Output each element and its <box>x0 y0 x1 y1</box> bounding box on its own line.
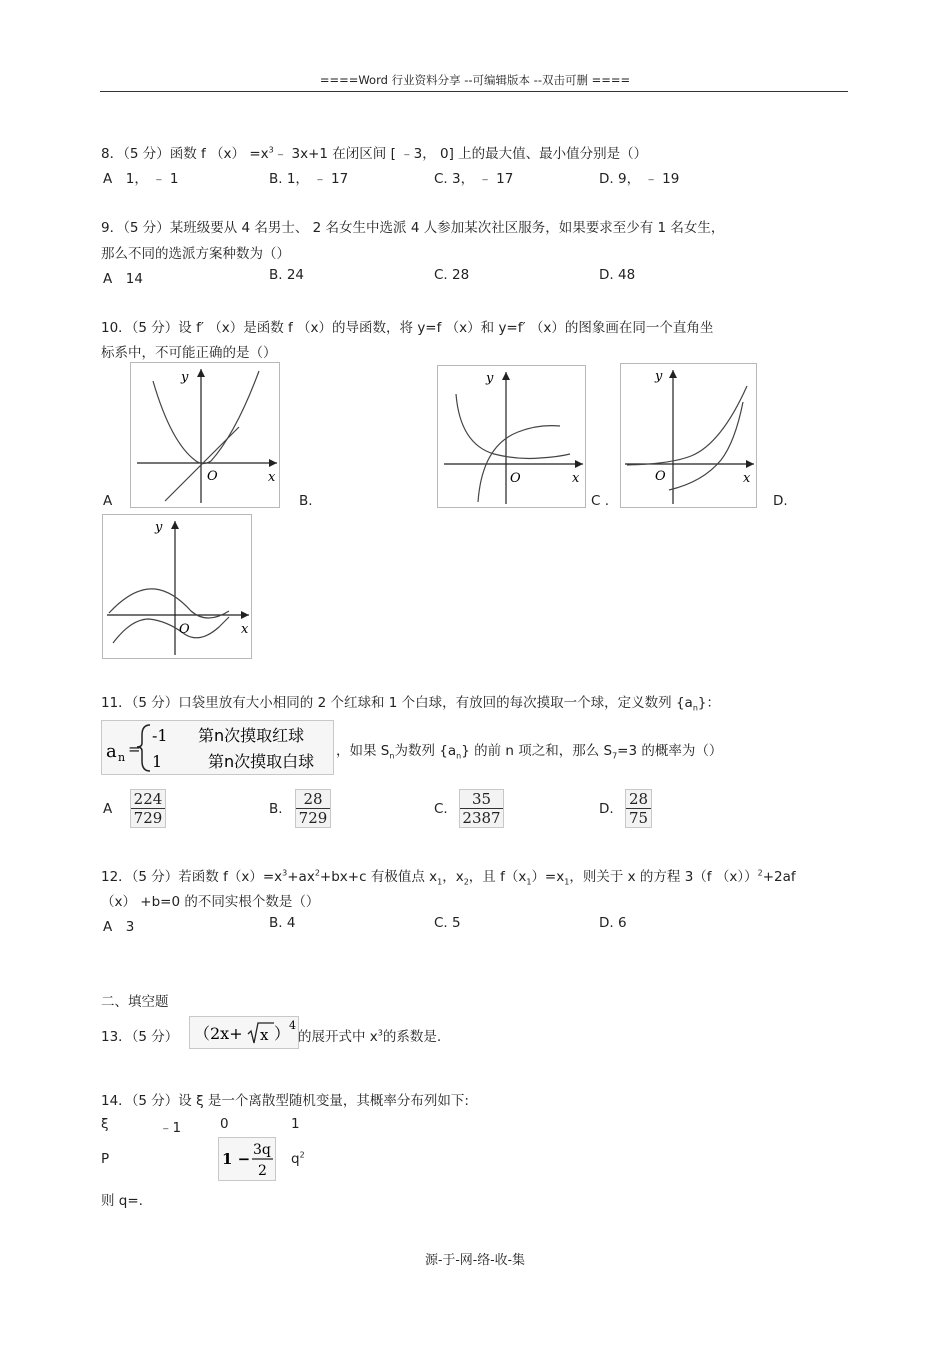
dist-row2-v3: $q^2$ <box>291 1150 305 1167</box>
q9-option-d: D. 48 <box>599 267 636 283</box>
page-header: ====Word 行业资料分享 --可编辑版本 --双击可删 ==== <box>319 73 631 87</box>
dist-row1-head: ξ <box>101 1116 109 1132</box>
prob-fraction-prefix: 1 − <box>222 1150 251 1168</box>
graph-label-a: A <box>103 493 113 509</box>
question-12-line-2: （x） +b=0 的不同实根个数是（） <box>101 894 320 910</box>
question-11-line-2: ，如果 $S_n$为数列 $\{a_n\}$ 的前 n 项之和，那么 $S_7=3$ 的概率为（） <box>336 743 723 761</box>
q9-option-b: B. 24 <box>269 267 305 283</box>
question-14-answer-line: 则 q=. <box>101 1193 143 1209</box>
binomial-power: 4 <box>289 1019 296 1032</box>
question-9-line-1: 9．（5 分）某班级要从 4 名男士、 2 名女生中选派 4 人参加某次社区服务，如果要求至少有 1 名女生， <box>101 220 725 236</box>
graph-a <box>130 362 280 508</box>
piece-lhs: a <box>106 741 117 762</box>
q11-option-d-label: D. <box>599 801 614 817</box>
question-9-line-2: 那么不同的选派方案种数为（） <box>101 246 290 262</box>
graph-d-y-label: y <box>155 520 163 535</box>
q11-option-b-fraction: $\frac{28}{729}$ <box>295 789 331 828</box>
graph-a-x-label: x <box>268 470 276 485</box>
binomial-sqrt-x: x <box>260 1026 269 1044</box>
graph-c-x-label: x <box>743 471 751 486</box>
dist-row2-head: P <box>101 1151 110 1167</box>
piece-row2-text: 第n次摸取白球 <box>208 752 315 771</box>
binomial-close: ） <box>274 1024 291 1043</box>
piece-lhs-eq: = <box>128 740 141 758</box>
dist-row1-v2: 0 <box>220 1116 229 1132</box>
question-10-line-2: 标系中，不可能正确的是（） <box>101 345 277 361</box>
graph-b-x-label: x <box>572 471 580 486</box>
q11-option-d-fraction: $\frac{28}{75}$ <box>625 789 652 828</box>
graph-c <box>620 363 757 508</box>
piece-lhs-sub: n <box>118 751 126 764</box>
dist-row1-v3: 1 <box>291 1116 300 1132</box>
binomial-open: （2x+ <box>194 1024 243 1043</box>
q11-option-a-fraction: $\frac{224}{729}$ <box>130 789 166 828</box>
q8-option-d: D. 9， ﹣ 19 <box>599 171 680 187</box>
graph-d-x-label: x <box>241 622 249 637</box>
page-footer: 源-于-网-络-收-集 <box>425 1253 525 1268</box>
graph-d <box>102 514 252 659</box>
piecewise-definition <box>101 720 334 775</box>
q11-option-c-label: C. <box>434 801 448 817</box>
q12-option-d: D. 6 <box>599 915 627 931</box>
q9-option-a: A 14 <box>103 271 143 287</box>
graph-c-origin: O <box>655 469 666 484</box>
graph-c-y-label: y <box>655 369 663 384</box>
graph-a-origin: O <box>207 469 218 484</box>
q8-option-b: B. 1， ﹣ 17 <box>269 171 349 187</box>
piece-row1-value: -1 <box>152 726 168 745</box>
question-11-line-1: 11．（5 分）口袋里放有大小相同的 2 个红球和 1 个白球，有放回的每次摸取一个球，定义数列 $\{a_n\}$： <box>101 695 720 713</box>
q11-option-b-label: B. <box>269 801 283 817</box>
graph-d-origin: O <box>179 622 190 637</box>
q9-option-c: C. 28 <box>434 267 470 283</box>
piece-row2-value: 1 <box>152 752 163 771</box>
graph-label-d: D. <box>773 493 788 509</box>
question-13-suffix: 的展开式中 $x^3$的系数是. <box>298 1028 442 1045</box>
question-13-prefix: 13．（5 分） <box>101 1029 179 1045</box>
question-10-line-1: 10．（5 分）设 f′ （x）是函数 f （x）的导函数，将 y=f （x）和 y=f′ （x）的图象画在同一个直角坐 <box>101 320 714 336</box>
q11-option-c-fraction: $\frac{35}{2387}$ <box>459 789 504 828</box>
q11-option-a-label: A <box>103 801 113 817</box>
graph-b-y-label: y <box>486 371 494 386</box>
prob-fraction-num: 3q <box>253 1142 271 1158</box>
graph-b-origin: O <box>510 471 521 486</box>
question-12-line-1: 12．（5 分）若函数 $f(x)=x^3+ax^2+bx+c$ 有极值点 $x_1$，$x_2$，且 $f(x_1)=x_1$，则关于 x 的方程 3（f （x））$^2$+2af <box>101 868 796 887</box>
q12-option-c: C. 5 <box>434 915 461 931</box>
prob-fraction-den: 2 <box>258 1163 267 1179</box>
binomial-expression <box>189 1016 299 1049</box>
graph-b <box>437 365 586 508</box>
question-14-line-1: 14．（5 分）设 ξ 是一个离散型随机变量，其概率分布列如下: <box>101 1093 469 1109</box>
graph-label-c: C . <box>591 493 610 509</box>
graph-a-y-label: y <box>181 370 189 385</box>
prob-fraction <box>218 1137 276 1181</box>
q8-option-c: C. 3， ﹣ 17 <box>434 171 514 187</box>
question-8-stem: 8．（5 分）函数 f $(x) =x^3﹣$ 3x+1 在闭区间 [ ﹣3， 0] 上的最大值、最小值分别是（） <box>101 145 648 162</box>
q8-option-a: A 1， ﹣ 1 <box>103 171 179 187</box>
piece-row1-text: 第n次摸取红球 <box>198 726 305 745</box>
dist-row1-v1: ﹣1 <box>159 1120 182 1136</box>
section-title: 二、填空题 <box>101 994 169 1010</box>
q12-option-a: A 3 <box>103 919 135 935</box>
header-rule <box>100 91 848 92</box>
graph-label-b: B. <box>299 493 313 509</box>
q12-option-b: B. 4 <box>269 915 296 931</box>
